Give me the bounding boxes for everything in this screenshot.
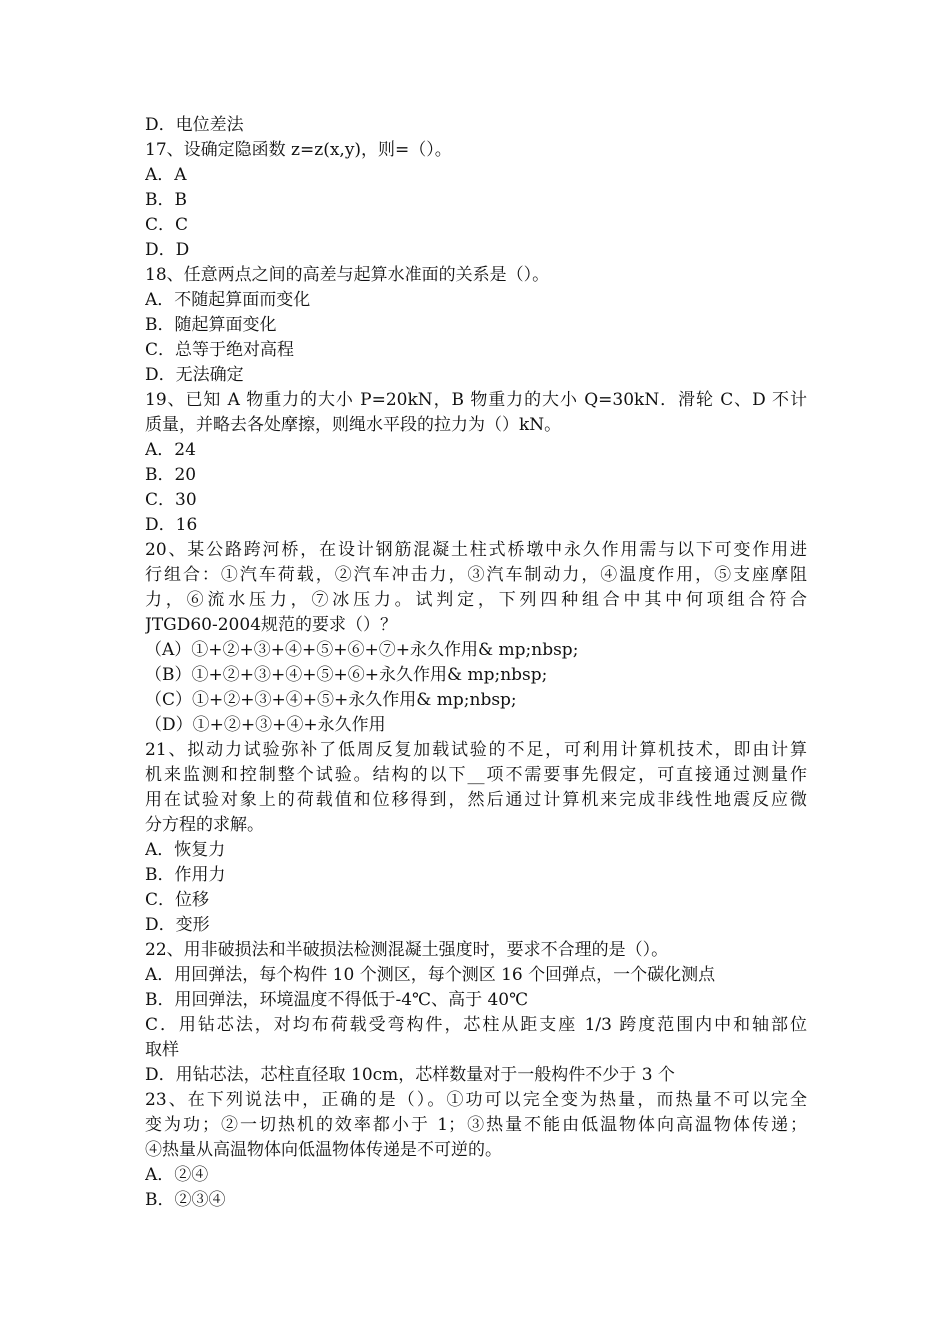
text-line: 22、用非破损法和半破损法检测混凝土强度时，要求不合理的是（）。 [145, 940, 669, 960]
text-line: 19、已知 A 物重力的大小 P=20kN，B 物重力的大小 Q=30kN．滑轮 C、D 不计 [145, 390, 807, 410]
text-line: C．用钻芯法，对均布荷载受弯构件，芯柱从距支座 1/3 跨度范围内中和轴部位 [145, 1015, 807, 1035]
text-line: C．总等于绝对高程 [145, 340, 295, 360]
text-line: 21、拟动力试验弥补了低周反复加载试验的不足，可利用计算机技术，即由计算 [145, 740, 807, 760]
text-line: D．D [145, 240, 190, 260]
text-line: 用在试验对象上的荷载值和位移得到，然后通过计算机来完成非线性地震反应微 [145, 790, 807, 810]
text-line: A．用回弹法，每个构件 10 个测区，每个测区 16 个回弹点，一个碳化测点 [145, 965, 716, 985]
text-line: B．用回弹法，环境温度不得低于-4℃、高于 40℃ [145, 990, 529, 1010]
document-page [145, 113, 807, 1213]
text-line: C．C [145, 215, 189, 235]
text-line: A．②④ [145, 1165, 209, 1185]
text-line: 质量，并略去各处摩擦，则绳水平段的拉力为（）kN。 [145, 415, 562, 435]
text-line: 取样 [145, 1040, 179, 1060]
text-line: D．16 [145, 515, 198, 535]
text-line: 变为功；②一切热机的效率都小于 1；③热量不能由低温物体向高温物体传递； [145, 1115, 807, 1135]
text-line: B．20 [145, 465, 197, 485]
text-line: B．随起算面变化 [145, 315, 277, 335]
text-line: D．无法确定 [145, 365, 244, 385]
text-line: 机来监测和控制整个试验。结构的以下__项不需要事先假定，可直接通过测量作 [145, 765, 807, 785]
text-line: D．电位差法 [145, 115, 244, 135]
text-line: D．用钻芯法，芯柱直径取 10cm，芯样数量对于一般构件不少于 3 个 [145, 1065, 675, 1085]
text-line: 力，⑥流水压力，⑦冰压力。试判定，下列四种组合中其中何项组合符合 [145, 590, 807, 610]
text-line: 18、任意两点之间的高差与起算水准面的关系是（）。 [145, 265, 550, 285]
text-line: B．B [145, 190, 187, 210]
text-line: （A）①+②+③+④+⑤+⑥+⑦+永久作用& mp;nbsp; [145, 640, 579, 660]
text-line: 23、在下列说法中，正确的是（）。①功可以完全变为热量，而热量不可以完全 [145, 1090, 807, 1110]
text-line: JTGD60-2004规范的要求（）？ [145, 615, 398, 635]
text-line: C．30 [145, 490, 197, 510]
text-line: A．恢复力 [145, 840, 226, 860]
text-line: （B）①+②+③+④+⑤+⑥+永久作用& mp;nbsp; [145, 665, 548, 685]
text-line: A．不随起算面而变化 [145, 290, 311, 310]
text-line: D．变形 [145, 915, 210, 935]
text-line: A．A [145, 165, 187, 185]
text-line: 分方程的求解。 [145, 815, 264, 835]
text-line: A．24 [145, 440, 196, 460]
text-line: B．作用力 [145, 865, 226, 885]
text-line: B．②③④ [145, 1190, 226, 1210]
text-line: C．位移 [145, 890, 210, 910]
text-line: 17、设确定隐函数 z=z(x,y)，则=（）。 [145, 140, 452, 160]
text-line: 20、某公路跨河桥，在设计钢筋混凝土柱式桥墩中永久作用需与以下可变作用进 [145, 540, 807, 560]
text-line: （C）①+②+③+④+⑤+永久作用& mp;nbsp; [145, 690, 517, 710]
text-line: 行组合：①汽车荷载，②汽车冲击力，③汽车制动力，④温度作用，⑤支座摩阻 [145, 565, 807, 585]
text-line: （D）①+②+③+④+永久作用 [145, 715, 386, 735]
text-line: ④热量从高温物体向低温物体传递是不可逆的。 [145, 1140, 502, 1160]
